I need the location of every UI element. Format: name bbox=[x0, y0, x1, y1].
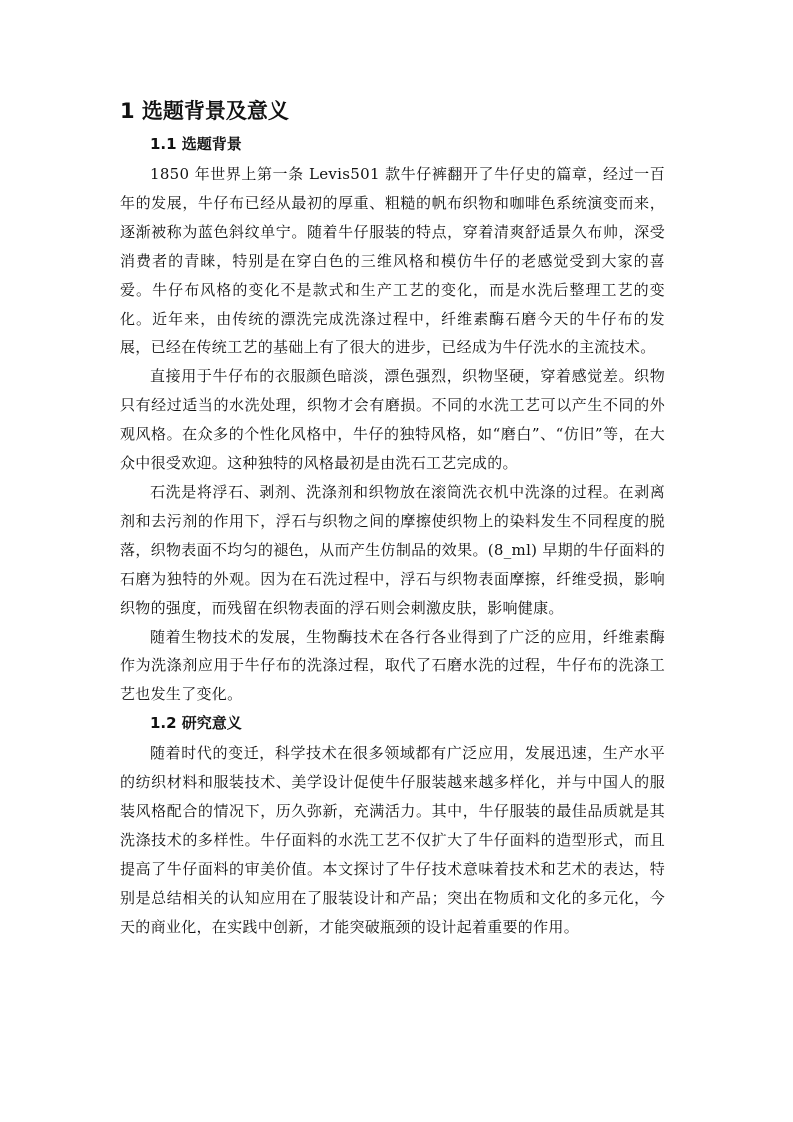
paragraph: 直接用于牛仔布的衣服颜色暗淡，漂色强烈，织物坚硬，穿着感觉差。织物只有经过适当的水洗处理，织物才会有磨损。不同的水洗工艺可以产生不同的外观风格。在众多的个性化风格中，牛仔的独特风格，如“磨白”、“仿旧”等，在大众中很受欢迎。这种独特的风格最初是由洗石工艺完成的。 bbox=[120, 367, 665, 473]
paragraph: 1850 年世界上第一条 Levis501 款牛仔裤翻开了牛仔史的篇章，经过一百年的发展，牛仔布已经从最初的厚重、粗糙的帆布织物和咖啡色系统演变而来，逐渐被称为蓝色斜纹单宁。随着牛仔服装的特点，穿着清爽舒适景久布帅，深受消费者的青睐，特别是在穿白色的三维风格和模仿牛仔的老感觉受到大家的喜爱。牛仔布风格的变化不是款式和生产工艺的变化，而是水洗后整理工艺的变化。近年来，由传统的漂洗完成洗涤过程中，纤维素酶石磨今天的牛仔布的发展，已经在传统工艺的基础上有了很大的进步，已经成为牛仔洗水的主流技术。 bbox=[120, 165, 665, 357]
chapter-heading: 1 选题背景及意义 bbox=[120, 99, 289, 123]
paragraph: 随着时代的变迁，科学技术在很多领域都有广泛应用，发展迅速，生产水平的纺织材料和服装技术、美学设计促使牛仔服装越来越多样化，并与中国人的服装风格配合的情况下，历久弥新，充满活力。其中，牛仔服装的最佳品质就是其洗涤技术的多样性。牛仔面料的水洗工艺不仅扩大了牛仔面料的造型形式，而且提高了牛仔面料的审美价值。本文探讨了牛仔技术意味着技术和艺术的表达，特别是总结相关的认知应用在了服装设计和产品；突出在物质和文化的多元化，今天的商业化，在实践中创新，才能突破瓶颈的设计起着重要的作用。 bbox=[120, 744, 665, 936]
paragraph: 石洗是将浮石、剥剂、洗涤剂和织物放在滚筒洗衣机中洗涤的过程。在剥离剂和去污剂的作用下，浮石与织物之间的摩擦使织物上的染料发生不同程度的脱落，织物表面不均匀的褪色，从而产生仿制品的效果。(8_ml) 早期的牛仔面料的石磨为独特的外观。因为在石洗过程中，浮石与织物表面摩擦，纤维受损，影响织物的强度，而残留在织物表面的浮石则会刺激皮肤，影响健康。 bbox=[120, 482, 665, 617]
paragraph: 随着生物技术的发展，生物酶技术在各行各业得到了广泛的应用，纤维素酶作为洗涤剂应用于牛仔布的洗涤过程，取代了石磨水洗的过程，牛仔布的洗涤工艺也发生了变化。 bbox=[120, 627, 665, 704]
document-body bbox=[120, 96, 665, 942]
section-heading-significance: 1.2 研究意义 bbox=[150, 714, 242, 733]
section-heading-background: 1.1 选题背景 bbox=[150, 135, 242, 153]
